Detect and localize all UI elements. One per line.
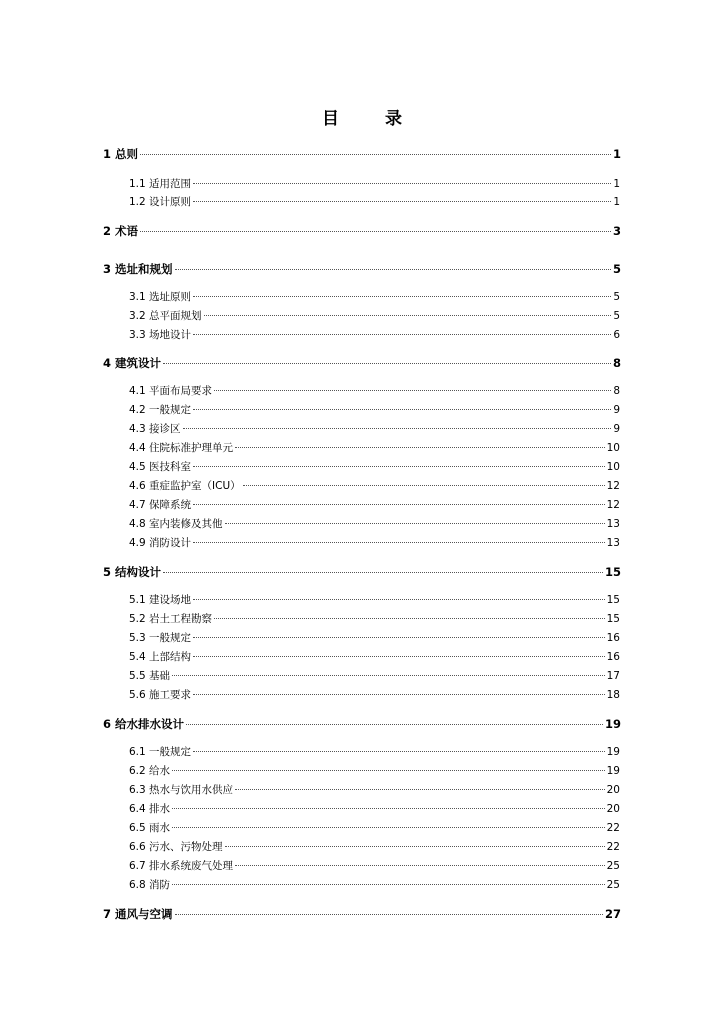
toc-section-entry[interactable] [129, 402, 620, 417]
toc-page-number: 3 [612, 224, 621, 238]
toc-dot-leader [172, 770, 605, 771]
toc-dot-leader [175, 914, 603, 915]
toc-entry-label: 6 给水排水设计 [103, 717, 185, 731]
toc-entry-label: 5.6 施工要求 [129, 689, 192, 701]
toc-dot-leader [183, 428, 612, 429]
toc-entry-label: 3.1 选址原则 [129, 291, 192, 303]
toc-dot-leader [193, 183, 611, 184]
toc-page-number: 18 [606, 689, 620, 701]
toc-dot-leader [186, 724, 603, 725]
toc-section-entry[interactable] [129, 176, 620, 191]
toc-page-number: 5 [613, 310, 620, 322]
toc-section-entry[interactable] [129, 630, 620, 645]
toc-dot-leader [140, 154, 611, 155]
toc-page-number: 5 [613, 291, 620, 303]
toc-entry-label: 4.6 重症监护室（ICU） [129, 480, 241, 492]
toc-entry-label: 5.3 一般规定 [129, 632, 192, 644]
toc-section-entry[interactable] [129, 839, 620, 854]
toc-entry-label: 1.2 设计原则 [129, 196, 192, 208]
toc-dot-leader [193, 296, 611, 297]
toc-dot-leader [193, 201, 611, 202]
toc-dot-leader [225, 523, 605, 524]
toc-entry-label: 4.7 保障系统 [129, 499, 192, 511]
toc-page-number: 8 [613, 385, 620, 397]
toc-page-number: 25 [606, 879, 620, 891]
toc-page-number: 19 [604, 717, 621, 731]
toc-entry-label: 1 总则 [103, 147, 139, 161]
toc-dot-leader [193, 409, 611, 410]
toc-page-number: 19 [606, 765, 620, 777]
toc-page-number: 8 [612, 356, 621, 370]
toc-dot-leader [175, 269, 611, 270]
toc-dot-leader [214, 390, 611, 391]
toc-section-entry[interactable] [129, 858, 620, 873]
toc-entry-label: 4 建筑设计 [103, 356, 162, 370]
toc-page-number: 12 [606, 499, 620, 511]
toc-entry-label: 3.2 总平面规划 [129, 310, 202, 322]
toc-chapter-entry[interactable] [103, 146, 621, 162]
toc-section-entry[interactable] [129, 668, 620, 683]
toc-page-number: 20 [606, 784, 620, 796]
toc-entry-label: 5.1 建设场地 [129, 594, 192, 606]
toc-page-number: 1 [613, 178, 620, 190]
toc-section-entry[interactable] [129, 535, 620, 550]
toc-page-number: 17 [606, 670, 620, 682]
toc-entry-label: 6.8 消防 [129, 879, 171, 891]
toc-dot-leader [193, 694, 605, 695]
toc-section-entry[interactable] [129, 308, 620, 323]
toc-section-entry[interactable] [129, 801, 620, 816]
toc-section-entry[interactable] [129, 497, 620, 512]
toc-section-entry[interactable] [129, 194, 620, 209]
toc-dot-leader [235, 789, 605, 790]
toc-section-entry[interactable] [129, 592, 620, 607]
toc-page-number: 12 [606, 480, 620, 492]
toc-section-entry[interactable] [129, 383, 620, 398]
toc-entry-label: 7 通风与空调 [103, 907, 173, 921]
toc-dot-leader [193, 542, 605, 543]
toc-entry-label: 4.4 住院标准护理单元 [129, 442, 234, 454]
toc-chapter-entry[interactable] [103, 716, 621, 732]
toc-page-number: 10 [606, 461, 620, 473]
toc-section-entry[interactable] [129, 516, 620, 531]
toc-entry-label: 4.5 医技科室 [129, 461, 192, 473]
toc-dot-leader [243, 485, 605, 486]
toc-chapter-entry[interactable] [103, 906, 621, 922]
toc-page-number: 9 [613, 423, 620, 435]
toc-entry-label: 6.1 一般规定 [129, 746, 192, 758]
toc-section-entry[interactable] [129, 611, 620, 626]
toc-page-number: 20 [606, 803, 620, 815]
toc-dot-leader [172, 675, 605, 676]
toc-page-number: 27 [604, 907, 621, 921]
toc-page-number: 1 [613, 196, 620, 208]
toc-entry-label: 4.8 室内装修及其他 [129, 518, 223, 530]
toc-entry-label: 6.7 排水系统废气处理 [129, 860, 234, 872]
toc-page-number: 16 [606, 632, 620, 644]
toc-section-entry[interactable] [129, 459, 620, 474]
toc-page-number: 10 [606, 442, 620, 454]
toc-page-number: 9 [613, 404, 620, 416]
toc-entry-label: 5.2 岩土工程勘察 [129, 613, 213, 625]
toc-section-entry[interactable] [129, 877, 620, 892]
toc-page-number: 16 [606, 651, 620, 663]
toc-dot-leader [193, 466, 605, 467]
toc-section-entry[interactable] [129, 289, 620, 304]
toc-entry-label: 6.5 雨水 [129, 822, 171, 834]
toc-page-number: 15 [606, 594, 620, 606]
toc-entry-label: 1.1 适用范围 [129, 178, 192, 190]
toc-dot-leader [193, 504, 605, 505]
toc-entry-label: 6.3 热水与饮用水供应 [129, 784, 234, 796]
toc-entry-label: 3.3 场地设计 [129, 329, 192, 341]
toc-dot-leader [172, 884, 605, 885]
toc-section-entry[interactable] [129, 782, 620, 797]
toc-page-number: 13 [606, 518, 620, 530]
toc-entry-label: 6.4 排水 [129, 803, 171, 815]
toc-page-number: 13 [606, 537, 620, 549]
toc-page-number: 22 [606, 841, 620, 853]
toc-dot-leader [140, 231, 611, 232]
toc-dot-leader [193, 637, 605, 638]
toc-entry-label: 4.2 一般规定 [129, 404, 192, 416]
toc-section-entry[interactable] [129, 820, 620, 835]
toc-entry-label: 5 结构设计 [103, 565, 162, 579]
toc-chapter-entry[interactable] [103, 261, 621, 277]
toc-entry-label: 5.5 基础 [129, 670, 171, 682]
toc-page-number: 15 [606, 613, 620, 625]
toc-entry-label: 2 术语 [103, 224, 139, 238]
toc-dot-leader [204, 315, 612, 316]
toc-dot-leader [163, 363, 611, 364]
toc-dot-leader [172, 827, 605, 828]
toc-page-number: 6 [613, 329, 620, 341]
toc-entry-label: 6.6 污水、污物处理 [129, 841, 223, 853]
toc-chapter-entry[interactable] [103, 564, 621, 580]
toc-dot-leader [225, 846, 605, 847]
toc-chapter-entry[interactable] [103, 223, 621, 239]
toc-section-entry[interactable] [129, 478, 620, 493]
toc-section-entry[interactable] [129, 744, 620, 759]
toc-entry-label: 4.9 消防设计 [129, 537, 192, 549]
toc-section-entry[interactable] [129, 440, 620, 455]
toc-page-number: 15 [604, 565, 621, 579]
toc-page-number: 5 [612, 262, 621, 276]
toc-entry-label: 3 选址和规划 [103, 262, 173, 276]
toc-dot-leader [163, 572, 603, 573]
toc-dot-leader [193, 656, 605, 657]
toc-entry-label: 6.2 给水 [129, 765, 171, 777]
toc-page-number: 22 [606, 822, 620, 834]
toc-page-number: 1 [612, 147, 621, 161]
toc-section-entry[interactable] [129, 687, 620, 702]
toc-entry-label: 5.4 上部结构 [129, 651, 192, 663]
toc-section-entry[interactable] [129, 421, 620, 436]
toc-dot-leader [235, 865, 605, 866]
toc-dot-leader [235, 447, 605, 448]
toc-page-number: 25 [606, 860, 620, 872]
toc-chapter-entry[interactable] [103, 355, 621, 371]
toc-entry-label: 4.1 平面布局要求 [129, 385, 213, 397]
toc-page-number: 19 [606, 746, 620, 758]
toc-section-entry[interactable] [129, 649, 620, 664]
toc-dot-leader [172, 808, 605, 809]
toc-section-entry[interactable] [129, 763, 620, 778]
toc-dot-leader [214, 618, 605, 619]
toc-section-entry[interactable] [129, 327, 620, 342]
toc-dot-leader [193, 599, 605, 600]
toc-dot-leader [193, 751, 605, 752]
toc-entry-label: 4.3 接诊区 [129, 423, 181, 435]
page-title: 目 录 [322, 109, 422, 129]
toc-dot-leader [193, 334, 611, 335]
